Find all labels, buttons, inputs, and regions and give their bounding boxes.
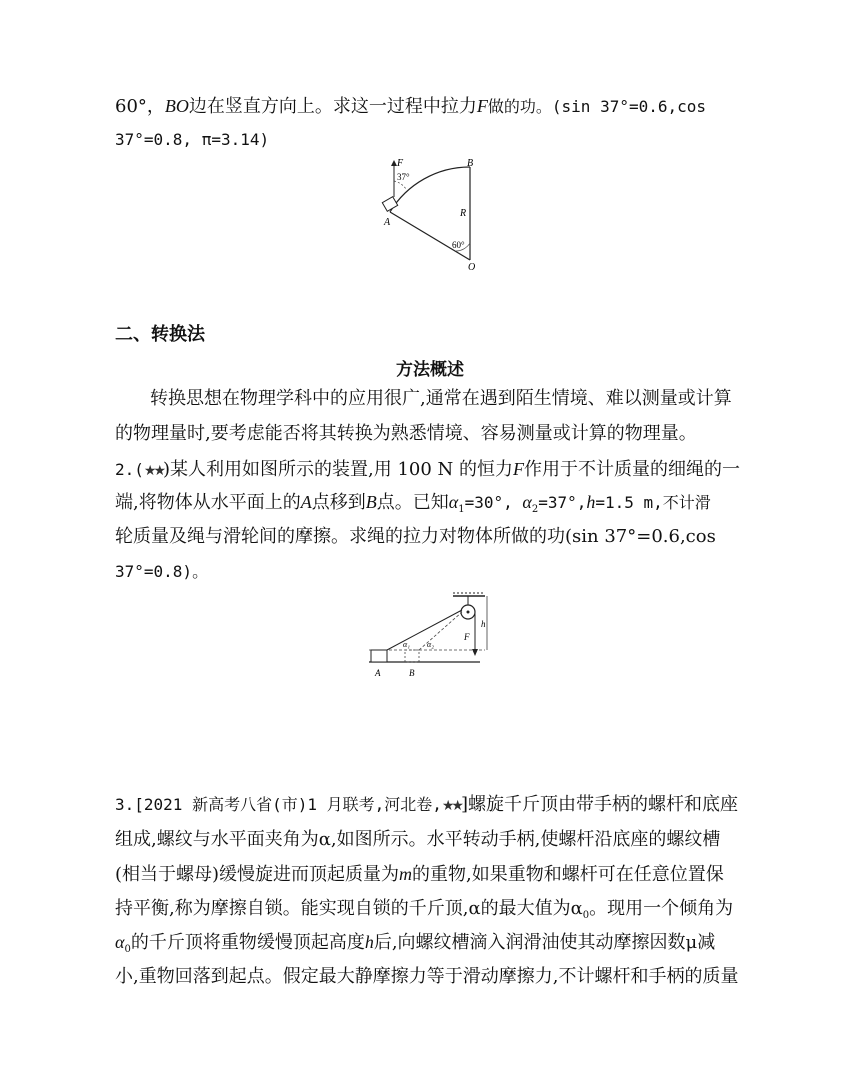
label-F: F <box>397 158 404 169</box>
q3-line6: 小,重物回落到起点。假定最大静摩擦力等于滑动摩擦力,不计螺杆和手柄的质量 <box>115 966 739 987</box>
text: 持平衡,称为摩擦自锁。能实现自锁的千斤顶,α的最大值为α <box>115 898 583 919</box>
label-A: A <box>375 668 381 678</box>
text: 做的功。(sin 37°=0.6,cos <box>487 97 707 116</box>
difficulty-stars-icon: ★★ <box>143 463 164 479</box>
block-A <box>382 197 397 212</box>
label-O: O <box>468 262 476 273</box>
var-alpha: α <box>522 492 532 512</box>
method-title: 方法概述 <box>396 360 464 380</box>
rope-from-B <box>419 612 462 650</box>
q3-line4 <box>115 897 733 928</box>
var-alpha: α <box>115 932 125 952</box>
block-A <box>371 650 387 662</box>
figure-pulley-diagram <box>365 590 495 680</box>
overview-line2: 的物理量时,要考虑能否将其转换为熟悉情境、容易测量或计算的物理量。 <box>115 423 697 444</box>
p1-line2: 37°=0.8, π=3.14) <box>115 130 270 149</box>
text: 3.[2021 新高考八省(市)1 月联考,河北卷, <box>115 795 442 814</box>
p1-line1 <box>115 94 706 119</box>
text: =37°, <box>538 493 587 512</box>
var-h: h <box>586 492 596 512</box>
rope-from-A <box>387 610 462 650</box>
overview-line1: 转换思想在物理学科中的应用很广,通常在遇到陌生情境、难以测量或计算 <box>150 388 732 409</box>
text: (相当于螺母)缓慢旋进而顶起质量为 <box>115 864 400 885</box>
label-alpha1: α₁ <box>403 640 410 649</box>
text: =1.5 m,不计滑 <box>595 493 711 512</box>
q2-line3: 轮质量及绳与滑轮间的摩擦。求绳的拉力对物体所做的功(sin 37°=0.6,cos <box>115 526 716 547</box>
q3-line1 <box>115 793 738 818</box>
q3-line2: 组成,螺纹与水平面夹角为α,如图所示。水平转动手柄,使螺杆沿底座的螺纹槽 <box>115 829 721 850</box>
q2-line4: 37°=0.8)。 <box>115 562 209 581</box>
q2-line2 <box>115 490 711 522</box>
difficulty-stars-icon: ★★ <box>441 798 461 814</box>
text: 边在竖直方向上。求这一过程中拉力 <box>188 96 477 117</box>
var-m: m <box>399 864 413 884</box>
angle-37 <box>394 181 406 189</box>
var-alpha: α <box>448 492 459 512</box>
var-F: F <box>513 459 525 479</box>
text: 的重物,如果重物和螺杆可在任意位置保 <box>412 864 724 885</box>
text: 后,向螺纹槽滴入润滑油使其动摩擦因数μ减 <box>373 932 716 953</box>
block-B-dashed <box>405 650 419 662</box>
label-A: A <box>384 217 391 228</box>
subscript: 1 <box>458 504 465 515</box>
text: 点移到 <box>311 492 366 513</box>
q2-line1 <box>115 457 740 483</box>
text: 的千斤顶将重物缓慢顶起高度 <box>130 932 365 953</box>
label-F: F <box>464 632 470 642</box>
subscript: 0 <box>582 910 590 921</box>
text: ]螺旋千斤顶由带手柄的螺杆和底座 <box>460 794 739 815</box>
var-BO: BO <box>164 96 189 116</box>
subscript: 0 <box>124 944 131 955</box>
var-F: F <box>476 96 488 116</box>
label-R: R <box>460 208 467 219</box>
q2-number: 2.( <box>115 460 144 479</box>
label-37: 37° <box>397 172 410 182</box>
subscript: 2 <box>531 504 539 515</box>
q3-line3 <box>115 862 724 887</box>
label-alpha2: α₂ <box>427 640 434 649</box>
line-OA <box>390 212 470 260</box>
var-B: B <box>365 492 377 512</box>
text: 。现用一个倾角为 <box>589 898 734 919</box>
text: )某人利用如图所示的装置,用 100 N 的恒力 <box>163 459 514 480</box>
text: =30°, <box>464 493 523 512</box>
q3-line5 <box>115 930 715 962</box>
pulley-axle <box>467 611 470 614</box>
text: 端,将物体从水平面上的 <box>115 492 301 513</box>
label-B: B <box>467 158 474 169</box>
label-h: h <box>481 619 486 629</box>
var-A: A <box>300 492 312 512</box>
label-60: 60° <box>452 240 465 250</box>
force-arrow-head <box>472 649 478 656</box>
section-heading: 二、转换法 <box>115 324 205 345</box>
text: 作用于不计质量的细绳的一 <box>524 459 741 480</box>
text: 60°， <box>115 96 165 117</box>
var-h: h <box>364 932 374 952</box>
text: 点。已知 <box>376 492 449 513</box>
label-B: B <box>409 668 415 678</box>
figure-arc-diagram <box>370 155 490 275</box>
